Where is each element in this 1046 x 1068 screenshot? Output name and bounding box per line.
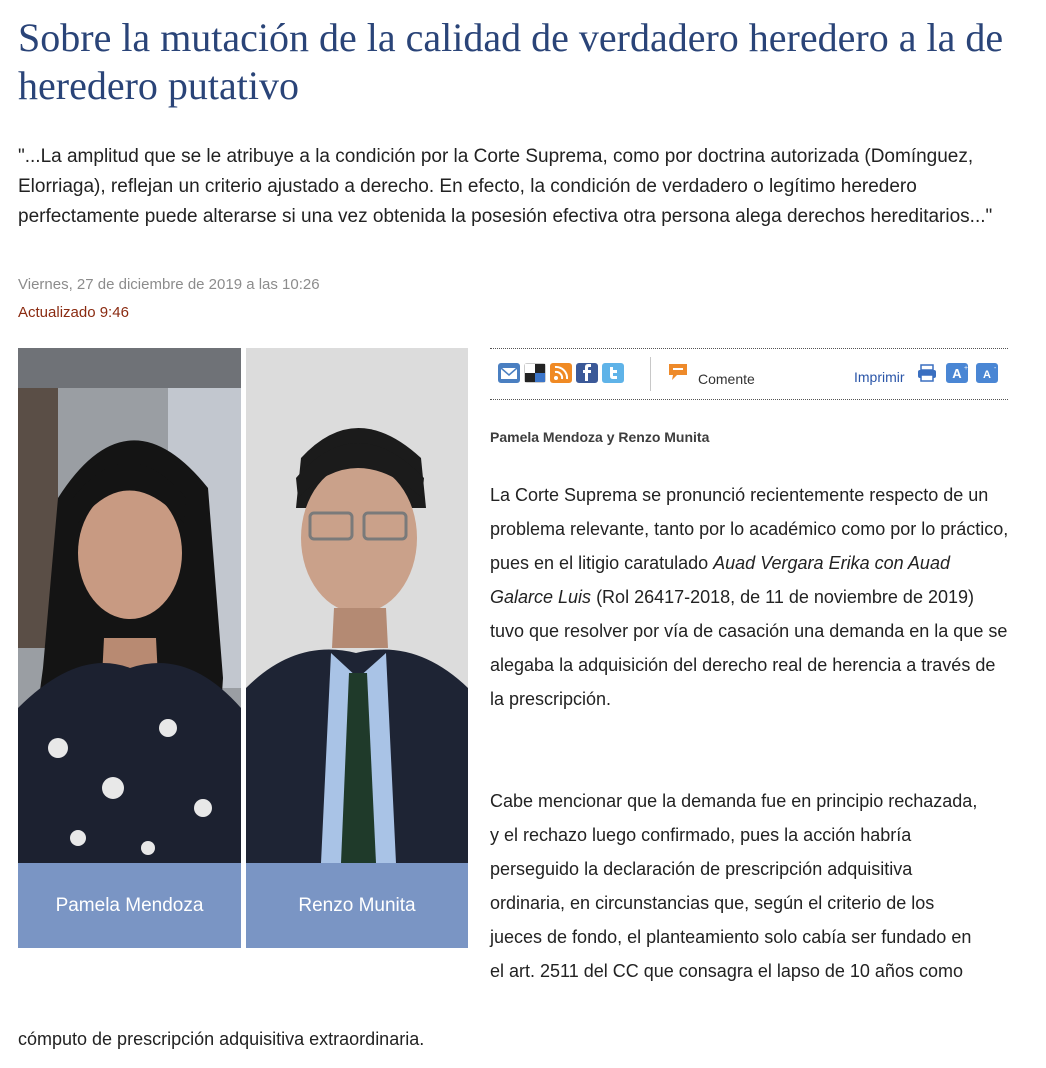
toolbar-divider [650, 357, 651, 391]
photo-caption: Pamela Mendoza [18, 863, 241, 948]
body-text: La Corte Suprema se pronunció recientemente respecto de un problema relevante, tanto por lo académico como por lo práctico, pues en el litigio caratulado [490, 485, 1009, 573]
case-name: Auad Vergara Erika con Auad Galarce Luis [490, 553, 950, 607]
photo-caption: Renzo Munita [246, 863, 468, 948]
font-increase-glyph: A [952, 366, 962, 381]
facebook-icon[interactable] [576, 363, 598, 383]
font-decrease-button[interactable] [976, 363, 998, 383]
body-paragraph-3: cómputo de prescripción adquisitiva extraordinaria. [18, 1029, 425, 1049]
font-decrease-glyph: A [983, 369, 991, 381]
rss-icon[interactable] [550, 363, 572, 383]
article-updated: Actualizado 9:46 [18, 304, 129, 321]
portrait-image [18, 348, 241, 948]
body-paragraph-1 [490, 478, 1010, 716]
email-icon[interactable] [498, 363, 520, 383]
print-icon[interactable] [916, 363, 938, 383]
portrait-image [246, 348, 468, 948]
comment-icon[interactable] [668, 363, 688, 381]
article-lead: "...La amplitud que se le atribuye a la condición por la Corte Suprema, como por doctrina autorizada (Domínguez, Elorriaga), reflejan un criterio ajustado a derecho. En efecto, la condición de verdadero o legítimo heredero perfectamente puede alterarse si una vez obtenida la posesión efectiva otra persona alega derechos hereditarios..." [18, 146, 993, 227]
body-paragraph-2: Cabe mencionar que la demanda fue en principio rechazada, y el rechazo luego confirmado, pues la acción habría perseguido la declaración de prescripción adquisitiva ordinaria, en circunstancias que, según el criterio de los jueces de fondo, el planteamiento solo cabía ser fundado en el art. 2511 del CC que consagra el lapso de 10 años como [490, 791, 978, 981]
delicious-icon[interactable] [524, 363, 546, 383]
author-photo-pamela [18, 348, 241, 948]
article-author: Pamela Mendoza y Renzo Munita [490, 429, 710, 445]
svg-text:-: - [994, 365, 997, 372]
article-toolbar [490, 348, 1008, 400]
author-photo-renzo [246, 348, 468, 948]
comment-link[interactable]: Comente [698, 371, 755, 387]
article-date: Viernes, 27 de diciembre de 2019 a las 10:26 [18, 276, 320, 293]
article-title: Sobre la mutación de la calidad de verdadero heredero a la de heredero putativo [18, 15, 1004, 108]
print-link[interactable]: Imprimir [854, 369, 905, 385]
font-increase-button[interactable] [946, 363, 968, 383]
svg-text:+: + [964, 365, 968, 372]
twitter-icon[interactable] [602, 363, 624, 383]
body-text: (Rol 26417-2018, de 11 de noviembre de 2019) tuvo que resolver por vía de casación una demanda en la que se alegaba la adquisición del derecho real de herencia a través de la prescripción. [490, 587, 1008, 709]
